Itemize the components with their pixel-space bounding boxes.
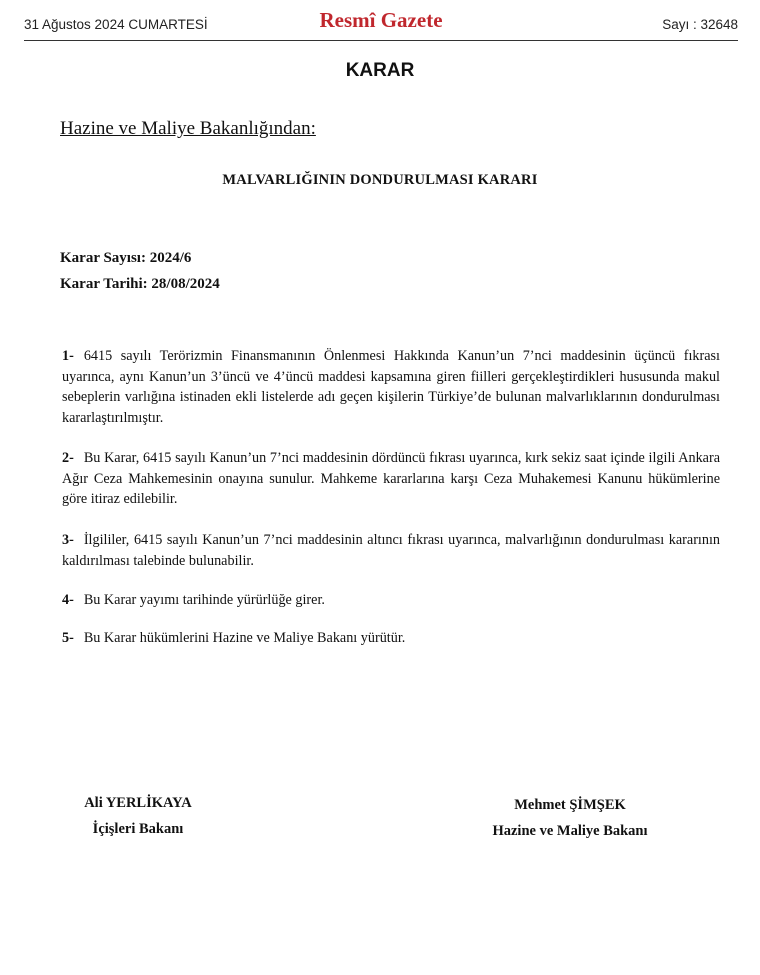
article-paragraph <box>62 346 720 428</box>
article-text: 6415 sayılı Terörizmin Finansmanının Önlenmesi Hakkında Kanun’un 7’nci maddesinin üçüncü fıkrası uyarınca, aynı Kanun’un 3’üncü ve 4’üncü maddesi kapsamına giren fiilleri gerçekleştirdikleri hususunda makul sebeplerin varlığına istinaden ekli listelerde adı geçen kişilerin Türkiye’de bulunan malvarlıklarının dondurulması kararlaştırılmıştır. <box>62 348 720 426</box>
publication-date: 31 Ağustos 2024 CUMARTESİ <box>24 17 208 32</box>
article-paragraph <box>62 530 720 571</box>
signatory-title: Hazine ve Maliye Bakanı <box>492 823 648 839</box>
ministry-heading: Hazine ve Maliye Bakanlığından: <box>60 118 316 139</box>
article-number: 3- <box>62 532 74 548</box>
article-text: Bu Karar yayımı tarihinde yürürlüğe girer. <box>83 592 325 608</box>
gazette-title: Resmî Gazete <box>319 8 443 32</box>
gazette-header <box>24 8 738 41</box>
article-number: 5- <box>62 630 74 646</box>
signatory-title: İçişleri Bakanı <box>92 821 184 837</box>
article-text: Bu Karar hükümlerini Hazine ve Maliye Bakanı yürütür. <box>83 630 406 646</box>
issue-number <box>662 17 738 32</box>
document-type: KARAR <box>345 60 415 81</box>
signatory-name: Mehmet ŞİMŞEK <box>514 797 626 813</box>
article-paragraph <box>62 590 720 611</box>
article-number: 4- <box>62 592 74 608</box>
article-paragraph <box>62 628 720 649</box>
article-number: 2- <box>62 450 74 466</box>
decision-number: Karar Sayısı: 2024/6 <box>60 250 192 266</box>
signature-block-right <box>470 792 670 844</box>
decision-date: Karar Tarihi: 28/08/2024 <box>60 276 220 292</box>
article-text: Bu Karar, 6415 sayılı Kanun’un 7’nci maddesinin dördüncü fıkrası uyarınca, kırk sekiz saat içinde ilgili Ankara Ağır Ceza Mahkemesinin onayına sunulur. Mahkeme kararlarına karşı Ceza Muhakemesi Kanunu hükümlerine göre itiraz edilebilir. <box>62 450 720 507</box>
decision-title: MALVARLIĞININ DONDURULMASI KARARI <box>222 172 538 188</box>
article-number: 1- <box>62 348 74 364</box>
signatory-name: Ali YERLİKAYA <box>84 795 192 811</box>
article-text: İlgililer, 6415 sayılı Kanun’un 7’nci maddesinin altıncı fıkrası uyarınca, malvarlığının dondurulması kararının kaldırılması talebinde bulunabilir. <box>62 532 720 569</box>
issue-label: Sayı : 32648 <box>662 17 738 32</box>
signature-block-left <box>48 790 228 842</box>
article-paragraph <box>62 448 720 510</box>
